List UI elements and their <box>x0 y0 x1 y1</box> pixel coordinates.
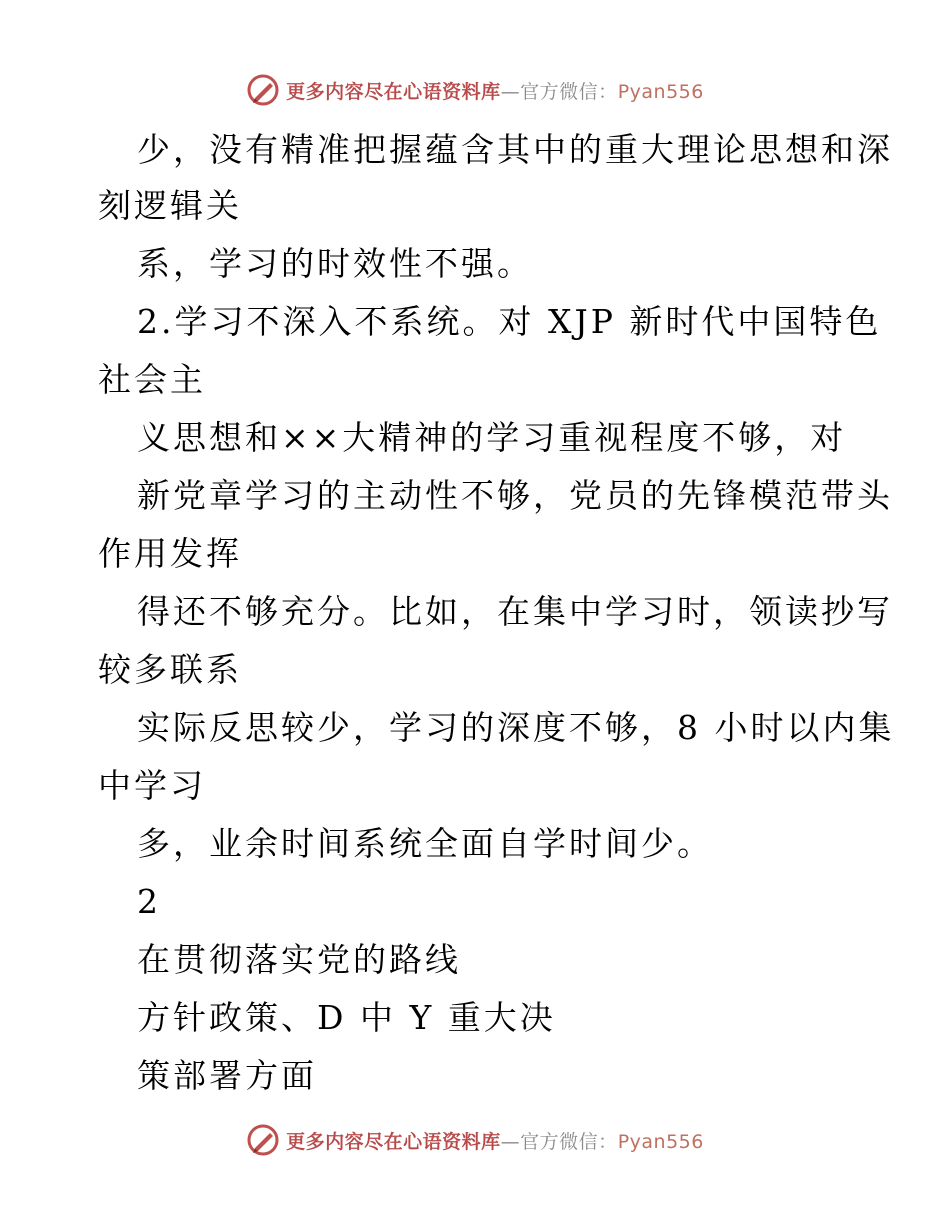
pen-logo-icon <box>246 73 280 107</box>
pen-logo-icon <box>246 1123 280 1157</box>
text-line: 社会主 <box>98 360 206 399</box>
text-line: 得还不够充分。比如，在集中学习时，领读抄写 <box>137 592 893 631</box>
header-banner <box>0 68 950 112</box>
text-line: 实际反思较少，学习的深度不够，8 小时以内集 <box>137 708 895 747</box>
text-line: 作用发挥 <box>98 534 242 573</box>
text-line: 新党章学习的主动性不够，党员的先锋模范带头 <box>137 476 893 515</box>
text-line: 策部署方面 <box>137 1056 317 1095</box>
text-line: 中学习 <box>98 766 206 805</box>
text-line: 义思想和××大精神的学习重视程度不够，对 <box>137 418 847 457</box>
text-line: 多，业余时间系统全面自学时间少。 <box>137 824 713 863</box>
text-line: 刻逻辑关 <box>98 186 242 225</box>
banner-text: 更多内容尽在心语资料库—官方微信：Pyan556 <box>286 1130 704 1153</box>
text-line: 方针政策、D 中 Y 重大决 <box>137 998 556 1037</box>
text-line: 2.学习不深入不系统。对 XJP 新时代中国特色 <box>137 302 882 341</box>
text-line: 在贯彻落实党的路线 <box>137 940 461 979</box>
text-line: 2 <box>137 882 161 921</box>
text-line: 系，学习的时效性不强。 <box>137 244 533 283</box>
footer-banner <box>0 1118 950 1162</box>
text-line: 较多联系 <box>98 650 242 689</box>
banner-text: 更多内容尽在心语资料库—官方微信：Pyan556 <box>286 80 704 103</box>
text-line: 少，没有精准把握蕴含其中的重大理论思想和深 <box>137 130 893 169</box>
